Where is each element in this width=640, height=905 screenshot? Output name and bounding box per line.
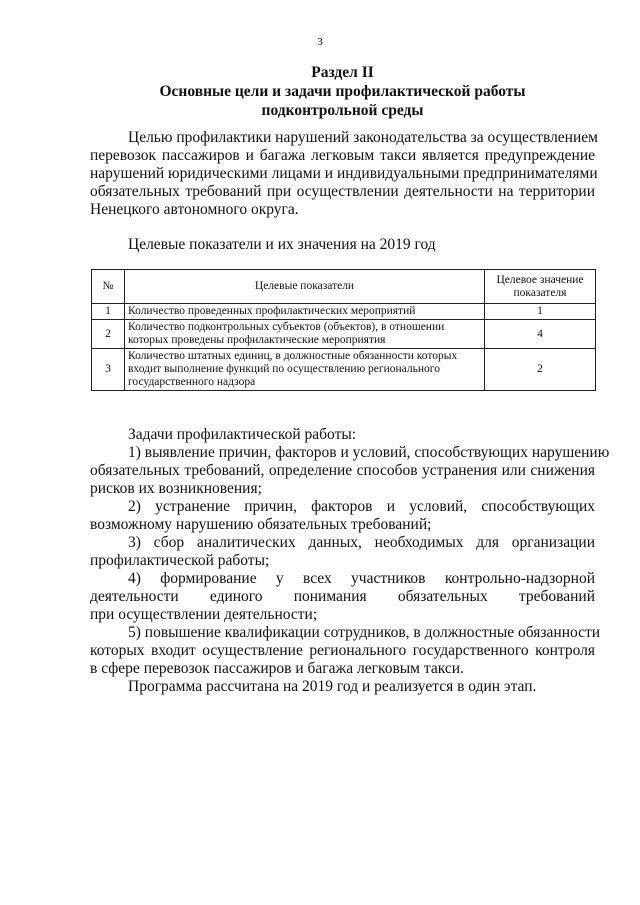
row-value: 4 [485, 320, 596, 349]
task-5-line: в сфере перевозок пассажиров и багажа легковым такси. [90, 660, 464, 677]
targets-title: Целевые показатели и их значения на 2019 год [128, 236, 436, 253]
header-num: № [92, 270, 125, 304]
header-value [485, 270, 596, 304]
task-2-line: возможному нарушению обязательных требований; [90, 516, 432, 533]
closing-sentence: Программа рассчитана на 2019 год и реализуется в один этап. [128, 678, 537, 695]
task-4-line: деятельности единого понимания обязательных требований [90, 588, 595, 605]
row-num: 3 [92, 349, 125, 391]
section-heading [90, 63, 595, 120]
section-title: Раздел II [311, 64, 374, 81]
table-row [92, 349, 596, 391]
task-1-line: рисков их возникновения; [90, 480, 262, 497]
row-value: 2 [485, 349, 596, 391]
task-3-line: 3) сбор аналитических данных, необходимых для организации [128, 534, 595, 551]
task-5-line: которых входит осуществление регионального государственного контроля [90, 642, 595, 659]
intro-line: обязательных требований при осуществлении деятельности на территории [90, 183, 595, 200]
task-1-line: обязательных требований, определение способов устранения или снижения [90, 462, 595, 479]
header-value-line-2: показателя [513, 286, 567, 299]
row-indicator: Количество штатных единиц, в должностные обязанности которых входит выполнение функций по осуществлению регионального государственного надзора [125, 349, 485, 391]
header-indicator: Целевые показатели [125, 270, 485, 304]
row-num: 2 [92, 320, 125, 349]
tasks-section [90, 426, 610, 696]
section-subtitle-line-1: Основные цели и задачи профилактической работы [159, 83, 526, 100]
table-row [92, 304, 596, 320]
row-indicator: Количество подконтрольных субъектов (объектов), в отношении которых проведены профилактические мероприятия [125, 320, 485, 349]
targets-table [91, 269, 596, 391]
intro-line: Ненецкого автономного округа. [90, 201, 299, 218]
task-2-line: 2) устранение причин, факторов и условий, способствующих [128, 498, 595, 515]
intro-paragraph [90, 129, 598, 219]
page-number: 3 [317, 36, 323, 48]
section-subtitle-line-2: подконтрольной среды [261, 102, 424, 119]
intro-line: Целью профилактики нарушений законодательства за осуществлением [128, 129, 598, 146]
table-header-row [92, 270, 596, 304]
header-value-line-1: Целевое значение [496, 273, 584, 286]
tasks-title: Задачи профилактической работы: [128, 426, 357, 443]
row-num: 1 [92, 304, 125, 320]
task-3-line: профилактической работы; [90, 552, 270, 569]
row-indicator: Количество проведенных профилактических мероприятий [125, 304, 485, 320]
intro-line: нарушений юридическими лицами и индивидуальными предпринимателями [90, 165, 598, 182]
task-5-line: 5) повышение квалификации сотрудников, в должностные обязанности [128, 624, 601, 641]
row-value: 1 [485, 304, 596, 320]
table-row [92, 320, 596, 349]
intro-line: перевозок пассажиров и багажа легковым такси является предупреждение [90, 147, 595, 164]
task-4-line: при осуществлении деятельности; [90, 606, 318, 623]
task-4-line: 4) формирование у всех участников контрольно-надзорной [128, 570, 595, 587]
task-1-line: 1) выявление причин, факторов и условий, способствующих нарушению [128, 444, 610, 461]
